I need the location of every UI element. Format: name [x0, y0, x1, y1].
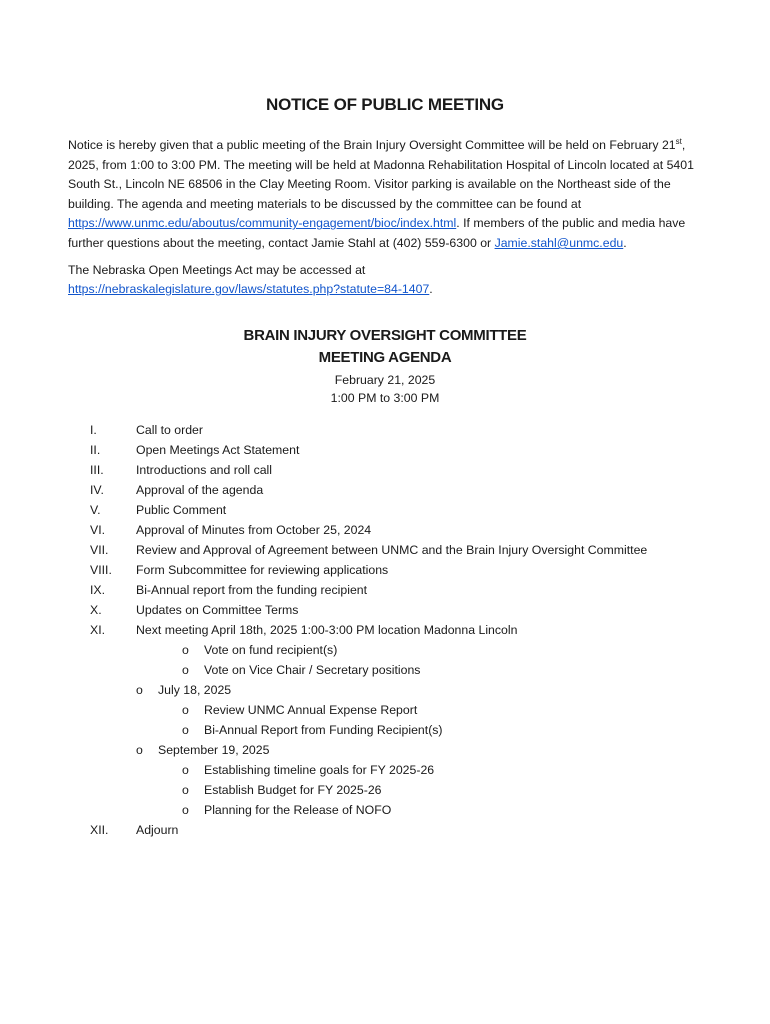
item-number: IV.	[90, 483, 104, 497]
item-number: II.	[90, 443, 101, 457]
statute-link[interactable]: https://nebraskalegislature.gov/laws/statutes.php?statute=84-1407	[68, 282, 430, 297]
item-text: Bi-Annual report from the funding recipient	[136, 583, 368, 597]
agenda-item	[0, 580, 770, 600]
bullet-icon: o	[182, 763, 189, 777]
notice-text: Notice is hereby given that a public meeting of the Brain Injury Oversight Committee will be held on February 21	[68, 138, 676, 152]
item-number: XI.	[90, 623, 106, 637]
item-number: VI.	[90, 523, 106, 537]
bullet-icon: o	[182, 783, 189, 797]
agenda-item	[0, 440, 770, 460]
sub-item	[0, 640, 770, 660]
item-text: Next meeting April 18th, 2025 1:00-3:00 PM location Madonna Lincoln	[136, 623, 518, 637]
meeting-date: February 21, 2025	[334, 373, 436, 387]
future-meeting	[0, 740, 770, 760]
sub-item-text: Establish Budget for FY 2025-26	[204, 783, 382, 797]
item-text: Call to order	[136, 423, 203, 437]
item-number: IX.	[90, 583, 106, 597]
agenda-item	[0, 820, 770, 840]
agenda-header	[0, 325, 770, 407]
item-text: Form Subcommittee for reviewing applications	[136, 563, 389, 577]
notice-text: , 2025, from 1:00 to 3:00 PM. The meeting will be held at Madonna Rehabilitation Hospital of Lincoln located at 5401 South St., Lincoln NE 68506 in the Clay Meeting Room. Visitor parking is available on the Northeast side of the building. The agenda and meeting materials to be discussed by the committee can be found at	[68, 138, 694, 211]
item-text: Adjourn	[136, 823, 179, 837]
materials-link[interactable]: https://www.unmc.edu/aboutus/community-engagement/bioc/index.html	[68, 216, 457, 231]
item-text: Open Meetings Act Statement	[136, 443, 300, 457]
sub-item	[0, 700, 770, 720]
sub-item-text: Bi-Annual Report from Funding Recipient(s)	[204, 723, 443, 737]
agenda-item	[0, 520, 770, 540]
item-text: Updates on Committee Terms	[136, 603, 299, 617]
bullet-icon: o	[182, 703, 189, 717]
agenda-item	[0, 420, 770, 440]
future-meeting	[0, 680, 770, 700]
item-number: VII.	[90, 543, 109, 557]
item-number: I.	[90, 423, 97, 437]
agenda-item	[0, 460, 770, 480]
item-number: XII.	[90, 823, 109, 837]
future-meeting-date: July 18, 2025	[158, 683, 232, 697]
agenda-item	[0, 620, 770, 640]
notice-text: .	[623, 235, 627, 250]
sub-item	[0, 660, 770, 680]
date-suffix: st	[675, 137, 682, 146]
contact-email-link[interactable]: Jamie.stahl@unmc.edu	[494, 235, 624, 250]
sub-item-text: Establishing timeline goals for FY 2025-26	[204, 763, 435, 777]
notice-body	[68, 136, 708, 300]
item-text: Review and Approval of Agreement between UNMC and the Brain Injury Oversight Committee	[136, 543, 648, 557]
agenda-item	[0, 480, 770, 500]
bullet-icon: o	[136, 683, 143, 697]
sub-item-text: Vote on Vice Chair / Secretary positions	[204, 663, 421, 677]
item-number: X.	[90, 603, 102, 617]
agenda-item	[0, 560, 770, 580]
item-number: VIII.	[90, 563, 112, 577]
item-text: Approval of Minutes from October 25, 2024	[136, 523, 372, 537]
agenda-list	[0, 420, 770, 840]
bullet-icon: o	[136, 743, 143, 757]
sub-item-text: Review UNMC Annual Expense Report	[204, 703, 418, 717]
notice-paragraph	[68, 136, 708, 254]
sub-item	[0, 720, 770, 740]
notice-title: NOTICE OF PUBLIC MEETING	[266, 95, 504, 114]
open-meetings-text: The Nebraska Open Meetings Act may be accessed at	[68, 262, 366, 277]
bullet-icon: o	[182, 803, 189, 817]
agenda-item	[0, 540, 770, 560]
meeting-time: 1:00 PM to 3:00 PM	[330, 391, 440, 405]
item-text: Introductions and roll call	[136, 463, 273, 477]
notice-text: . If members of the public and media have further questions about the meeting, contact Jamie Stahl at (402) 559-6300 or	[68, 216, 686, 250]
agenda-item	[0, 600, 770, 620]
item-number: III.	[90, 463, 104, 477]
item-number: V.	[90, 503, 101, 517]
bullet-icon: o	[182, 663, 189, 677]
bullet-icon: o	[182, 723, 189, 737]
sub-item	[0, 800, 770, 820]
item-text: Approval of the agenda	[136, 483, 264, 497]
bullet-icon: o	[182, 643, 189, 657]
sub-item-text: Planning for the Release of NOFO	[204, 803, 392, 817]
item-text: Public Comment	[136, 503, 227, 517]
sub-item	[0, 760, 770, 780]
sub-item-text: Vote on fund recipient(s)	[204, 643, 338, 657]
open-meetings-paragraph	[68, 261, 708, 300]
committee-heading: BRAIN INJURY OVERSIGHT COMMITTEE	[243, 327, 527, 344]
open-meetings-text: .	[429, 282, 433, 297]
sub-item	[0, 780, 770, 800]
agenda-item	[0, 500, 770, 520]
agenda-heading: MEETING AGENDA	[318, 349, 452, 366]
future-meeting-date: September 19, 2025	[158, 743, 270, 757]
